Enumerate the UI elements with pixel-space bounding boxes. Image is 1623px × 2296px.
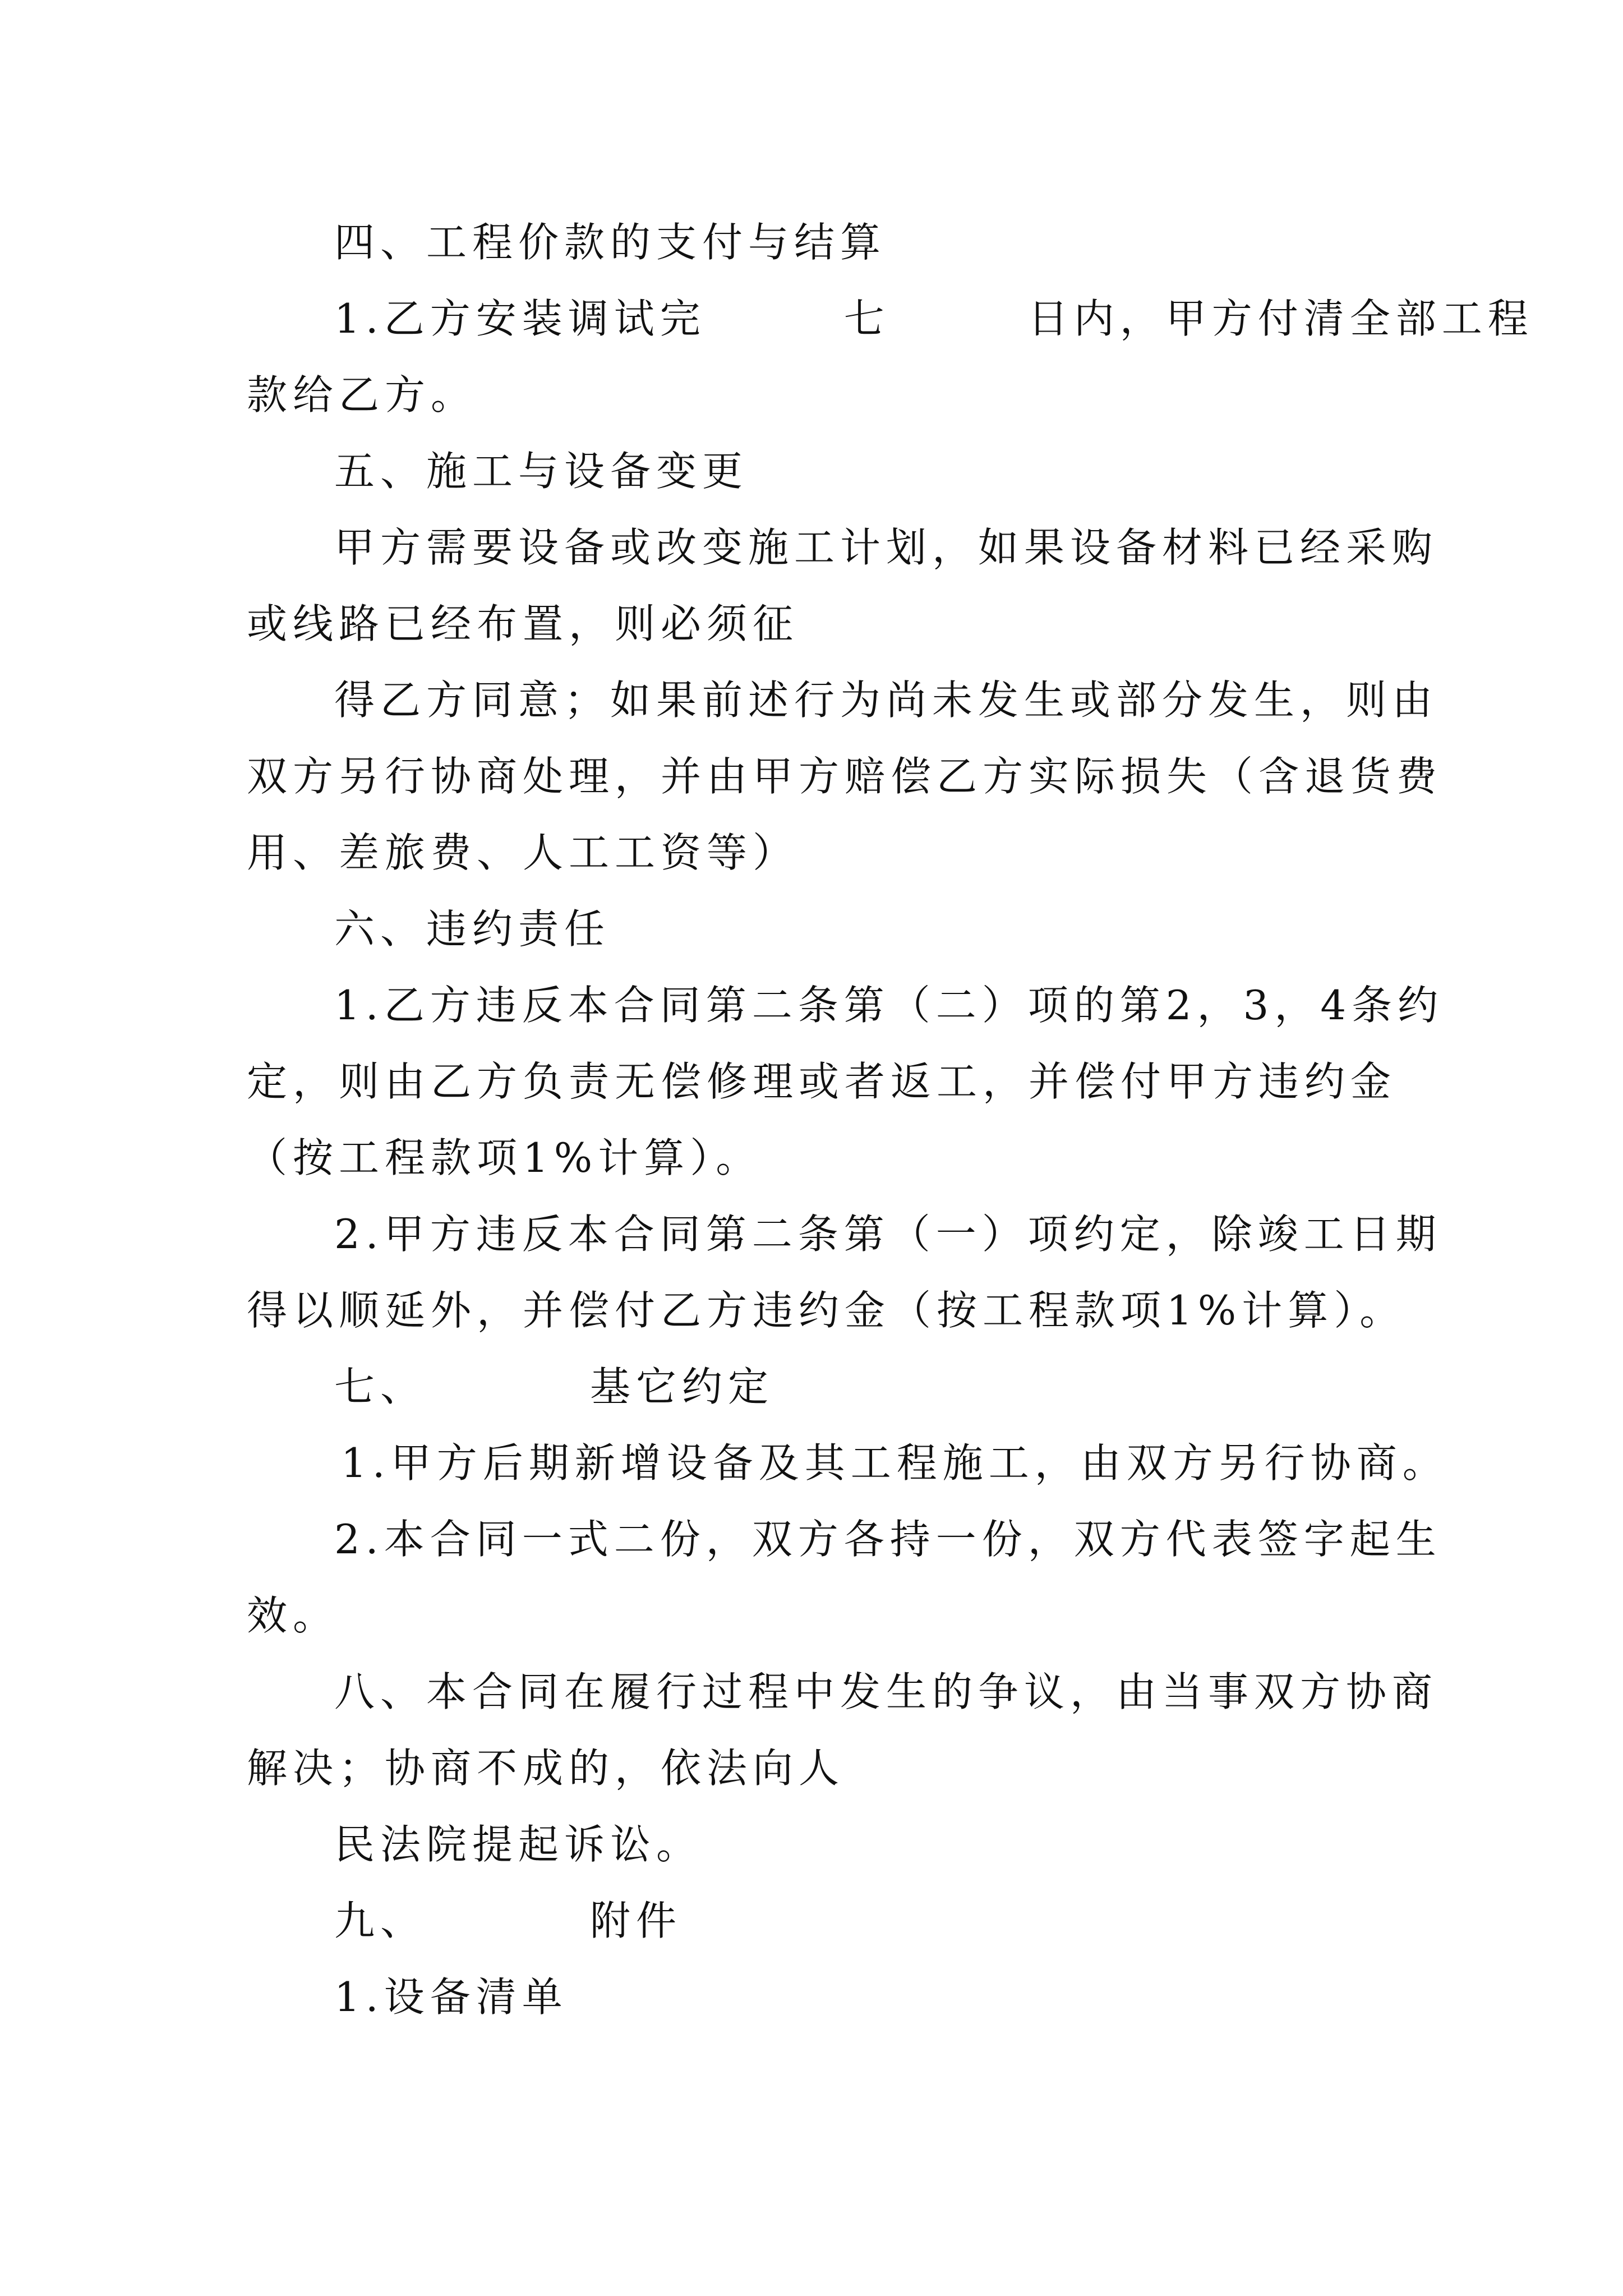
paragraph-line: 民法院提起诉讼。 [334, 1821, 703, 1868]
paragraph-line: 效。 [247, 1592, 339, 1639]
section-heading-6: 六、违约责任 [334, 905, 611, 953]
paragraph-line: （按工程款项1%计算）。 [247, 1134, 762, 1181]
section-heading-4: 四、工程价款的支付与结算 [334, 219, 887, 266]
paragraph-line: 1.乙方违反本合同第二条第（二）项的第2，3，4条约 [334, 982, 1444, 1029]
section-heading-8: 八、本合同在履行过程中发生的争议，由当事双方协商 [334, 1668, 1438, 1715]
paragraph-line: 用、差旅费、人工工资等） [247, 829, 799, 876]
paragraph-line: 甲方需要设备或改变施工计划，如果设备材料已经采购 [334, 524, 1438, 571]
paragraph-line: 得乙方同意；如果前述行为尚未发生或部分发生，则由 [334, 677, 1438, 724]
section-heading-9: 九、 附件 [334, 1897, 683, 1944]
paragraph-line: 2.本合同一式二份，双方各持一份，双方代表签字起生 [334, 1516, 1442, 1563]
paragraph-line: 1.甲方后期新增设备及其工程施工，由双方另行协商。 [341, 1439, 1449, 1487]
paragraph-line: 1.乙方安装调试完 七 日内，甲方付清全部工程 [334, 295, 1534, 342]
paragraph-line: 定，则由乙方负责无偿修理或者返工，并偿付甲方违约金 [247, 1058, 1397, 1105]
paragraph-line: 双方另行协商处理，并由甲方赔偿乙方实际损失（含退货费 [247, 753, 1443, 800]
paragraph-line: 得以顺延外，并偿付乙方违约金（按工程款项1%计算）。 [247, 1287, 1406, 1334]
section-heading-5: 五、施工与设备变更 [334, 448, 749, 495]
paragraph-line: 2.甲方违反本合同第二条第（一）项约定，除竣工日期 [334, 1211, 1442, 1258]
paragraph-line: 款给乙方。 [247, 371, 477, 418]
paragraph-line: 或线路已经布置，则必须征 [247, 600, 799, 647]
paragraph-line: 1.设备清单 [334, 1973, 568, 2021]
section-heading-7: 七、 基它约定 [334, 1363, 774, 1410]
paragraph-line: 解决；协商不成的，依法向人 [247, 1745, 845, 1792]
